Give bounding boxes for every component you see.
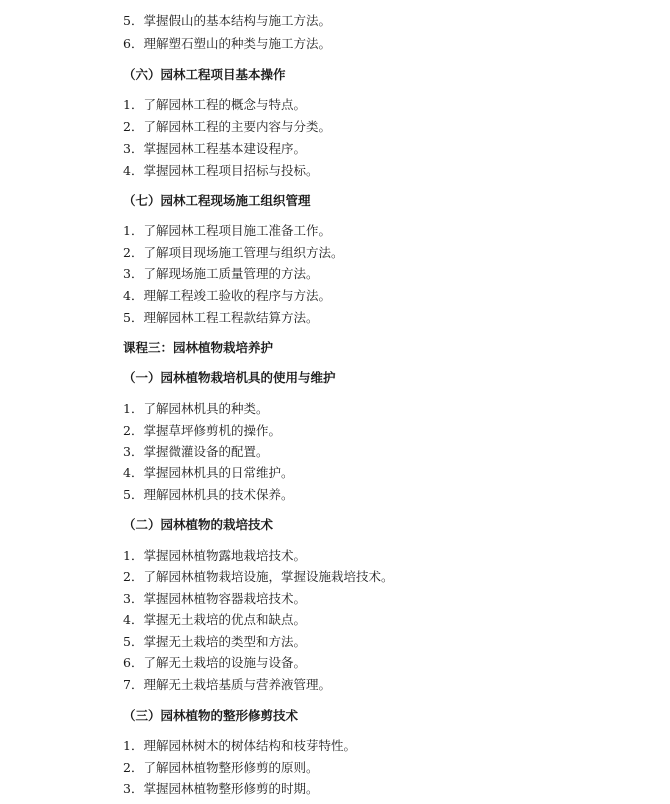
list-item: 2．了解园林植物整形修剪的原则。: [123, 760, 319, 775]
list-item: 1．了解园林机具的种类。: [123, 401, 269, 416]
list-item: 6．理解塑石塑山的种类与施工方法。: [123, 36, 331, 51]
list-item: 4．掌握园林工程项目招标与投标。: [123, 163, 319, 178]
section-heading: （六）园林工程项目基本操作: [123, 67, 286, 82]
section-heading: （七）园林工程现场施工组织管理: [123, 193, 311, 208]
list-item: 2．掌握草坪修剪机的操作。: [123, 423, 281, 438]
list-item: 4．掌握无土栽培的优点和缺点。: [123, 612, 306, 627]
list-item: 2．了解园林工程的主要内容与分类。: [123, 119, 331, 134]
section-heading: （二）园林植物的栽培技术: [123, 517, 274, 532]
list-item: 1．掌握园林植物露地栽培技术。: [123, 548, 306, 563]
list-item: 2．了解园林植物栽培设施，掌握设施栽培技术。: [123, 569, 394, 584]
list-item: 5．掌握无土栽培的类型和方法。: [123, 634, 306, 649]
list-item: 5．理解园林工程工程款结算方法。: [123, 310, 319, 325]
list-item: 5．掌握假山的基本结构与施工方法。: [123, 13, 331, 28]
list-item: 3．掌握园林植物容器栽培技术。: [123, 591, 306, 606]
list-item: 3．掌握微灌设备的配置。: [123, 444, 269, 459]
list-item: 4．理解工程竣工验收的程序与方法。: [123, 288, 331, 303]
list-item: 1．理解园林树木的树体结构和枝芽特性。: [123, 738, 356, 753]
section-heading: （三）园林植物的整形修剪技术: [123, 708, 299, 723]
list-item: 2．了解项目现场施工管理与组织方法。: [123, 245, 344, 260]
list-item: 4．掌握园林机具的日常维护。: [123, 465, 294, 480]
list-item: 5．理解园林机具的技术保养。: [123, 487, 294, 502]
list-item: 3．掌握园林工程基本建设程序。: [123, 141, 306, 156]
list-item: 6．了解无土栽培的设施与设备。: [123, 655, 306, 670]
list-item: 3．了解现场施工质量管理的方法。: [123, 266, 319, 281]
section-heading: （一）园林植物栽培机具的使用与维护: [123, 370, 336, 385]
list-item: 1．了解园林工程项目施工准备工作。: [123, 223, 331, 238]
course-title: 课程三：园林植物栽培养护: [123, 340, 274, 355]
list-item: 3．掌握园林植物整形修剪的时期。: [123, 781, 319, 796]
list-item: 7．理解无土栽培基质与营养液管理。: [123, 677, 331, 692]
list-item: 1．了解园林工程的概念与特点。: [123, 97, 306, 112]
